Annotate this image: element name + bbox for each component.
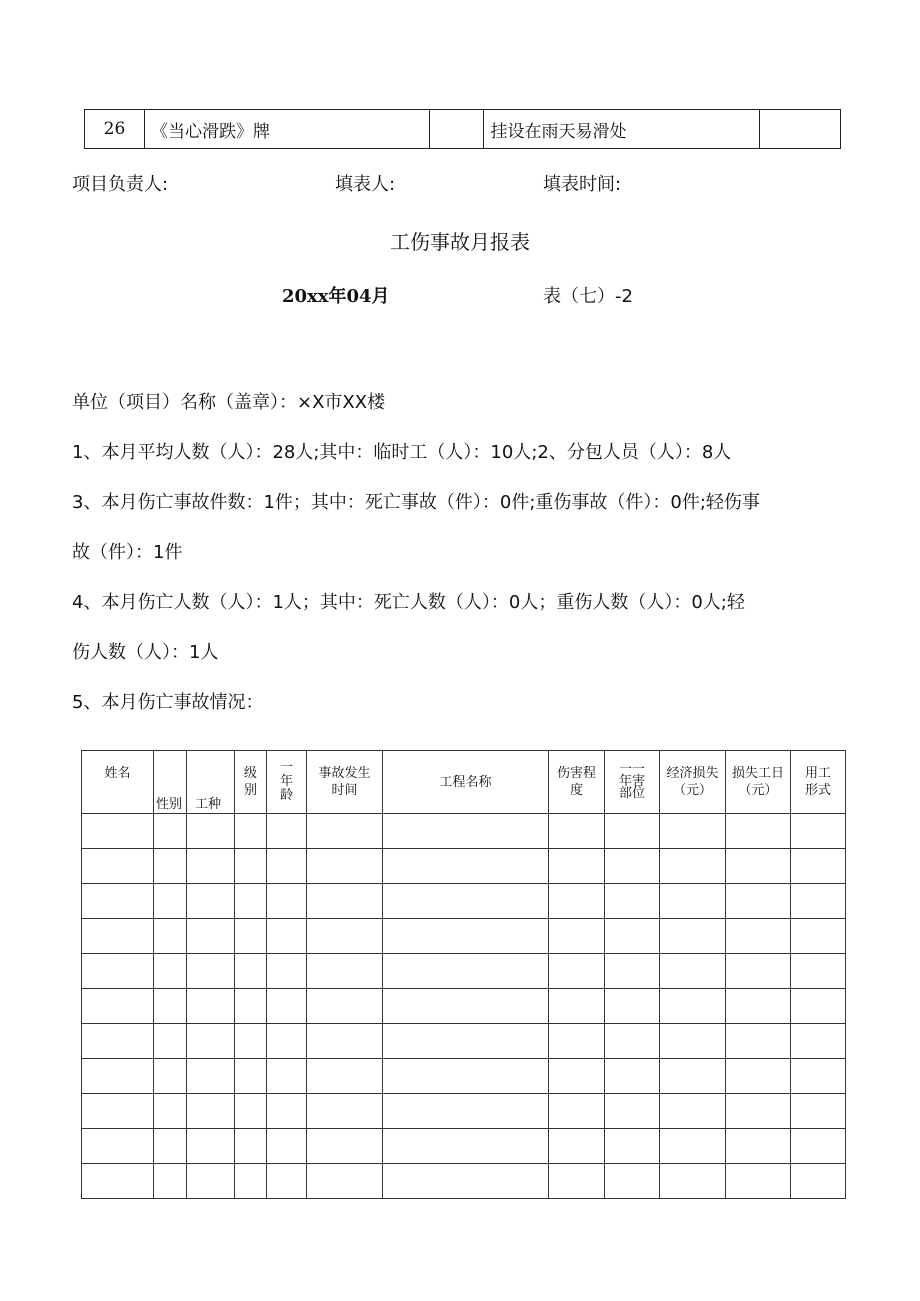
table-row — [82, 1059, 846, 1094]
table-row — [82, 919, 846, 954]
table-cell[interactable] — [605, 1094, 660, 1129]
table-cell[interactable] — [154, 884, 187, 919]
table-cell[interactable] — [791, 989, 846, 1024]
table-cell[interactable] — [549, 1059, 605, 1094]
table-cell[interactable] — [383, 1024, 549, 1059]
table-cell[interactable] — [549, 954, 605, 989]
table-cell[interactable] — [726, 884, 791, 919]
header-lost-workdays: 损失工日（元） — [726, 751, 791, 814]
header-project-name: 工程名称 — [383, 751, 549, 814]
table-cell[interactable] — [267, 954, 307, 989]
table-cell[interactable] — [791, 919, 846, 954]
unit-name-line: 单位（项目）名称（盖章）：×X市XX楼 — [72, 392, 386, 413]
table-cell[interactable] — [726, 849, 791, 884]
table-cell[interactable] — [267, 1024, 307, 1059]
table-cell[interactable] — [383, 849, 549, 884]
table-cell[interactable] — [235, 1094, 267, 1129]
table-cell[interactable] — [235, 884, 267, 919]
table-cell[interactable] — [605, 919, 660, 954]
accident-count-line: 3、本月伤亡事故件数：1件；其中：死亡事故（件）：0件;重伤事故（件）：0件;轻伤事 — [72, 492, 760, 513]
table-cell[interactable] — [383, 884, 549, 919]
table-cell[interactable] — [549, 919, 605, 954]
table-row — [82, 1094, 846, 1129]
empty-cell — [429, 110, 484, 149]
report-month: 20xx年04月 — [282, 286, 390, 307]
table-row — [82, 954, 846, 989]
table-cell[interactable] — [791, 1094, 846, 1129]
table-cell[interactable] — [82, 1094, 154, 1129]
table-cell[interactable] — [383, 919, 549, 954]
table-cell[interactable] — [660, 989, 726, 1024]
table-row — [82, 884, 846, 919]
table-cell[interactable] — [549, 989, 605, 1024]
sign-list-table — [84, 109, 841, 149]
table-cell[interactable] — [307, 1024, 383, 1059]
project-manager-label: 项目负责人: — [72, 174, 169, 195]
table-cell[interactable] — [307, 849, 383, 884]
table-cell[interactable] — [791, 954, 846, 989]
accident-details-heading: 5、本月伤亡事故情况： — [72, 692, 264, 713]
table-cell[interactable] — [307, 1094, 383, 1129]
table-cell[interactable] — [605, 1059, 660, 1094]
table-cell[interactable] — [235, 1024, 267, 1059]
table-cell[interactable] — [154, 849, 187, 884]
table-cell[interactable] — [307, 814, 383, 849]
table-cell[interactable] — [605, 814, 660, 849]
table-cell[interactable] — [267, 1164, 307, 1199]
table-cell[interactable] — [267, 1129, 307, 1164]
table-cell[interactable] — [660, 1094, 726, 1129]
table-cell[interactable] — [726, 814, 791, 849]
form-number: 表（七）-2 — [543, 286, 633, 307]
table-cell[interactable] — [154, 919, 187, 954]
table-cell[interactable] — [154, 1164, 187, 1199]
table-cell[interactable] — [383, 1094, 549, 1129]
table-cell[interactable] — [660, 1164, 726, 1199]
table-cell[interactable] — [235, 814, 267, 849]
table-cell[interactable] — [235, 954, 267, 989]
table-cell[interactable] — [307, 884, 383, 919]
table-cell[interactable] — [791, 1059, 846, 1094]
table-cell[interactable] — [82, 849, 154, 884]
table-cell[interactable] — [549, 1164, 605, 1199]
accident-table-body — [82, 814, 846, 1199]
table-cell[interactable] — [549, 884, 605, 919]
table-cell[interactable] — [82, 1164, 154, 1199]
table-cell[interactable] — [549, 1024, 605, 1059]
table-cell[interactable] — [235, 849, 267, 884]
table-cell[interactable] — [605, 1164, 660, 1199]
table-cell[interactable] — [154, 1129, 187, 1164]
table-row — [85, 110, 841, 149]
table-cell[interactable] — [726, 919, 791, 954]
table-cell[interactable] — [383, 1059, 549, 1094]
table-cell[interactable] — [726, 954, 791, 989]
table-cell[interactable] — [187, 1164, 235, 1199]
table-cell[interactable] — [235, 1129, 267, 1164]
table-cell[interactable] — [605, 1024, 660, 1059]
table-cell[interactable] — [267, 884, 307, 919]
table-row — [82, 814, 846, 849]
table-cell[interactable] — [307, 1129, 383, 1164]
table-cell[interactable] — [726, 1094, 791, 1129]
table-cell[interactable] — [82, 989, 154, 1024]
filler-label: 填表人: — [335, 174, 396, 195]
table-cell[interactable] — [154, 1094, 187, 1129]
table-cell[interactable] — [726, 1024, 791, 1059]
table-cell[interactable] — [267, 1059, 307, 1094]
table-cell[interactable] — [307, 954, 383, 989]
fill-time-label: 填表时间: — [543, 174, 622, 195]
table-cell[interactable] — [791, 1129, 846, 1164]
table-cell[interactable] — [791, 1164, 846, 1199]
table-cell[interactable] — [154, 814, 187, 849]
table-cell[interactable] — [154, 1024, 187, 1059]
table-cell[interactable] — [154, 989, 187, 1024]
table-cell[interactable] — [187, 1024, 235, 1059]
table-cell[interactable] — [307, 919, 383, 954]
table-cell[interactable] — [307, 1164, 383, 1199]
header-injury-part: 一一年害部位 — [605, 751, 660, 814]
table-cell[interactable] — [660, 884, 726, 919]
header-age: 一年龄 — [267, 751, 307, 814]
table-cell[interactable] — [235, 1164, 267, 1199]
table-header-row — [82, 751, 846, 814]
table-cell[interactable] — [187, 1094, 235, 1129]
table-cell[interactable] — [605, 989, 660, 1024]
table-cell[interactable] — [726, 1059, 791, 1094]
table-cell[interactable] — [82, 814, 154, 849]
header-grade: 级别 — [235, 751, 267, 814]
table-cell[interactable] — [307, 989, 383, 1024]
table-cell[interactable] — [383, 814, 549, 849]
header-accident-time: 事故发生时间 — [307, 751, 383, 814]
table-cell[interactable] — [791, 1024, 846, 1059]
table-cell[interactable] — [82, 919, 154, 954]
table-cell[interactable] — [267, 989, 307, 1024]
table-cell[interactable] — [726, 1129, 791, 1164]
table-cell[interactable] — [235, 919, 267, 954]
table-cell[interactable] — [383, 954, 549, 989]
table-cell[interactable] — [549, 814, 605, 849]
table-cell[interactable] — [549, 1094, 605, 1129]
table-cell[interactable] — [187, 814, 235, 849]
table-cell[interactable] — [307, 1059, 383, 1094]
table-cell[interactable] — [605, 849, 660, 884]
headcount-line: 1、本月平均人数（人）：28人;其中：临时工（人）：10人;2、分包人员（人）：8人 — [72, 442, 732, 463]
table-cell[interactable] — [791, 884, 846, 919]
empty-cell — [760, 110, 841, 149]
table-cell[interactable] — [187, 849, 235, 884]
header-employment-form: 用工形式 — [791, 751, 846, 814]
table-cell[interactable] — [187, 1129, 235, 1164]
table-cell[interactable] — [605, 1129, 660, 1164]
table-cell[interactable] — [660, 954, 726, 989]
table-cell[interactable] — [267, 849, 307, 884]
header-injury-degree: 伤害程度 — [549, 751, 605, 814]
table-cell[interactable] — [267, 814, 307, 849]
header-gender: 性别 — [154, 751, 187, 814]
table-cell[interactable] — [660, 1024, 726, 1059]
table-cell[interactable] — [605, 884, 660, 919]
item-number: 26 — [85, 110, 145, 149]
table-row — [82, 849, 846, 884]
header-economic-loss: 经济损失（元） — [660, 751, 726, 814]
table-cell[interactable] — [187, 989, 235, 1024]
table-row — [82, 989, 846, 1024]
table-cell[interactable] — [660, 919, 726, 954]
sign-name: 《当心滑跌》牌 — [144, 110, 429, 149]
table-cell[interactable] — [187, 954, 235, 989]
table-cell[interactable] — [726, 1164, 791, 1199]
accident-count-line-cont: 故（件）：1件 — [72, 542, 183, 563]
table-cell[interactable] — [549, 849, 605, 884]
table-cell[interactable] — [187, 919, 235, 954]
table-cell[interactable] — [660, 1059, 726, 1094]
table-cell[interactable] — [267, 1094, 307, 1129]
table-cell[interactable] — [383, 989, 549, 1024]
table-cell[interactable] — [383, 1129, 549, 1164]
table-cell[interactable] — [605, 954, 660, 989]
table-row — [82, 1164, 846, 1199]
report-title: 工伤事故月报表 — [390, 230, 530, 254]
table-cell[interactable] — [660, 1129, 726, 1164]
table-cell[interactable] — [549, 1129, 605, 1164]
table-cell[interactable] — [154, 1059, 187, 1094]
table-cell[interactable] — [383, 1164, 549, 1199]
table-cell[interactable] — [82, 954, 154, 989]
table-cell[interactable] — [267, 919, 307, 954]
sign-location: 挂设在雨天易滑处 — [484, 110, 760, 149]
table-cell[interactable] — [235, 989, 267, 1024]
header-name: 姓名 — [82, 751, 154, 814]
accident-table — [81, 750, 846, 1199]
header-trade: 工种 — [187, 751, 235, 814]
table-cell[interactable] — [791, 849, 846, 884]
table-cell[interactable] — [660, 849, 726, 884]
casualty-count-line-cont: 伤人数（人）：1人 — [72, 642, 219, 663]
casualty-count-line: 4、本月伤亡人数（人）：1人；其中：死亡人数（人）：0人；重伤人数（人）：0人;轻 — [72, 592, 745, 613]
table-row — [82, 1024, 846, 1059]
table-cell[interactable] — [82, 884, 154, 919]
table-cell[interactable] — [154, 954, 187, 989]
table-cell[interactable] — [726, 989, 791, 1024]
table-cell[interactable] — [82, 1059, 154, 1094]
table-row — [82, 1129, 846, 1164]
table-cell[interactable] — [82, 1024, 154, 1059]
table-cell[interactable] — [791, 814, 846, 849]
table-cell[interactable] — [187, 1059, 235, 1094]
table-cell[interactable] — [235, 1059, 267, 1094]
table-cell[interactable] — [187, 884, 235, 919]
table-cell[interactable] — [82, 1129, 154, 1164]
table-cell[interactable] — [660, 814, 726, 849]
